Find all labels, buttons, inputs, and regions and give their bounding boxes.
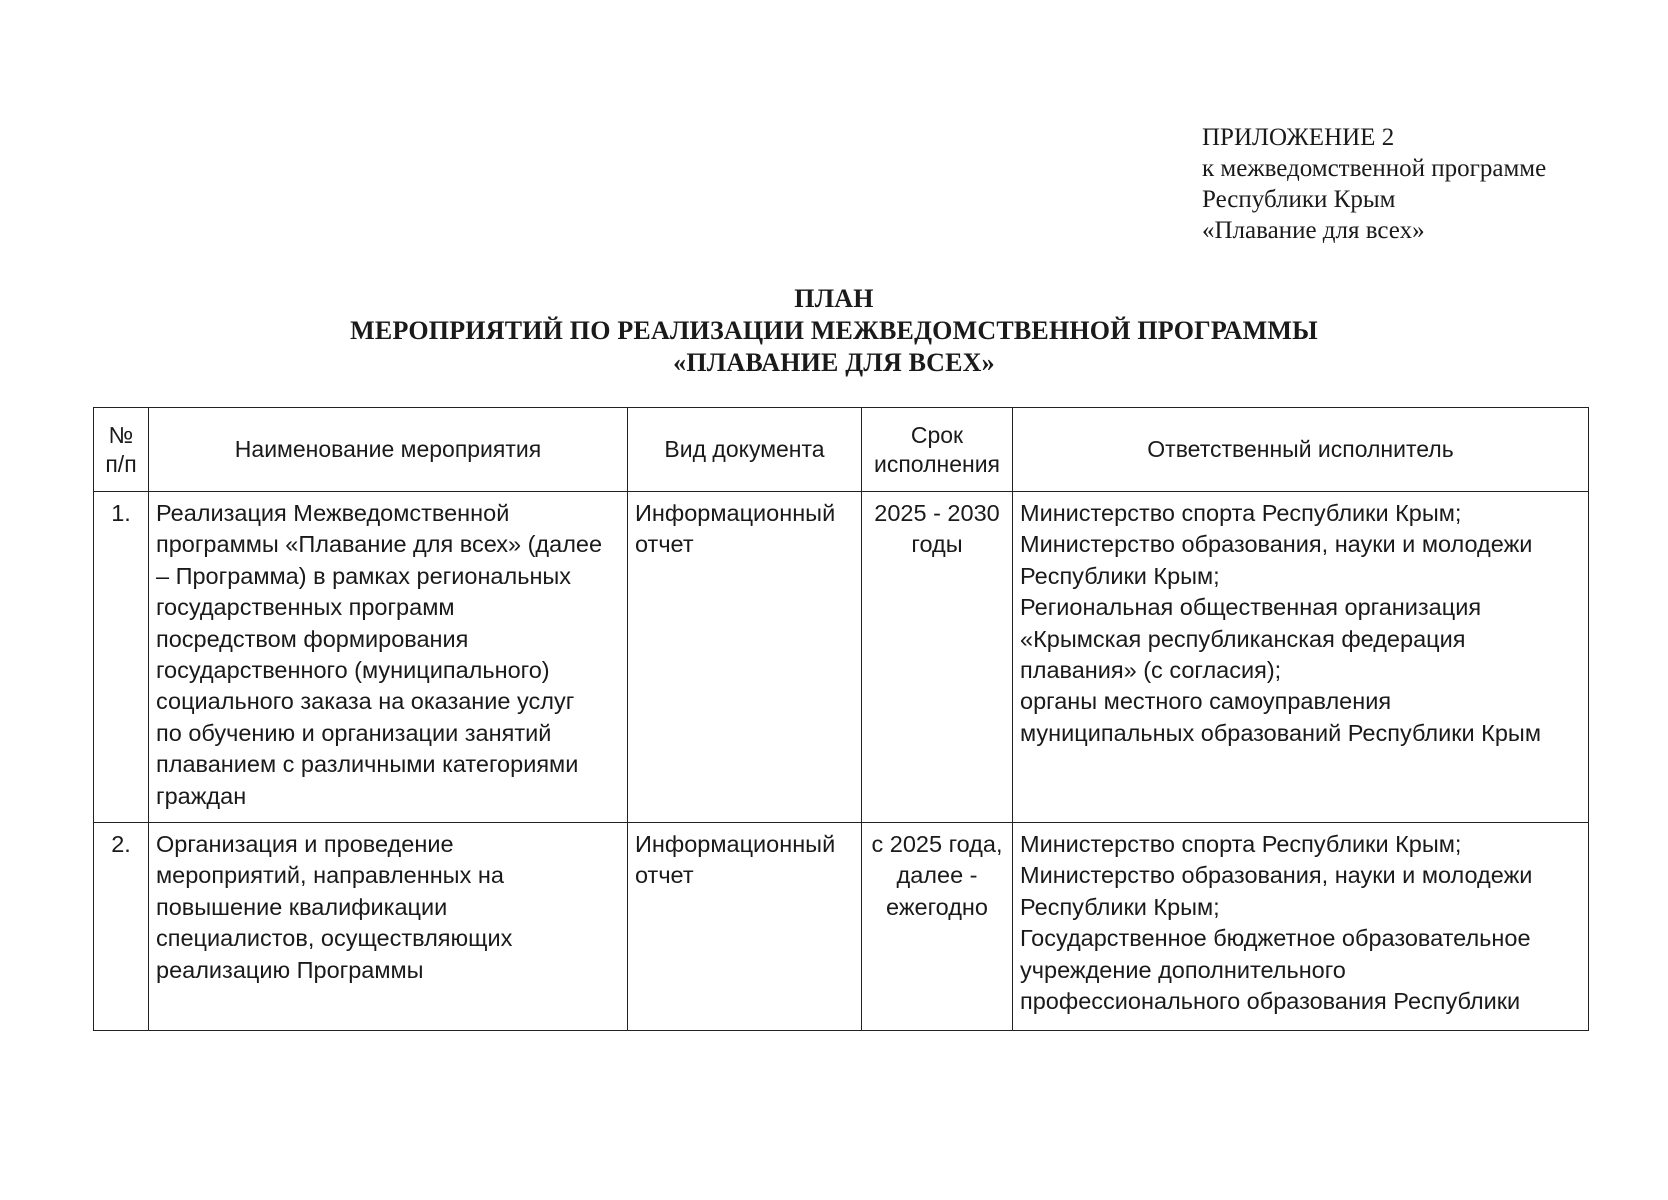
text-line: Организация и проведение (156, 831, 454, 857)
row-term (862, 492, 1013, 823)
text-line: Министерство образования, науки и молодежи (1020, 862, 1533, 889)
text-line: плаванием с различными категориями (156, 751, 579, 778)
text-line: специалистов, осуществляющих (156, 925, 513, 952)
text-line: органы местного самоуправления (1020, 688, 1392, 715)
appendix-line: к межведомственной программе (1202, 155, 1547, 182)
text-line: 2025 - 2030 (874, 500, 1000, 526)
row-doc-type (628, 823, 862, 1031)
text-line: социального заказа на оказание услуг (156, 688, 575, 715)
text-line: Информационный (635, 831, 836, 857)
text-line: профессионального образования Республики (1020, 988, 1521, 1015)
text-line: Информационный (635, 500, 836, 526)
row-responsible (1013, 823, 1589, 1031)
title-line: МЕРОПРИЯТИЙ ПО РЕАЛИЗАЦИИ МЕЖВЕДОМСТВЕННОЙ ПРОГРАММЫ (350, 316, 1318, 345)
text-line: далее - (896, 862, 978, 889)
header-num-line: п/п (105, 450, 137, 477)
text-line: отчет (635, 862, 694, 889)
text-line: плавания» (с согласия); (1020, 657, 1282, 684)
header-term (862, 408, 1013, 492)
text-line: ежегодно (886, 893, 988, 920)
text-line: посредством формирования (156, 625, 469, 652)
text-line: муниципальных образований Республики Крым (1020, 719, 1541, 746)
table-row (94, 823, 1589, 1031)
text-line: – Программа) в рамках региональных (156, 562, 572, 589)
title-line: ПЛАН (794, 284, 874, 313)
text-line: Министерство образования, науки и молодежи (1020, 531, 1533, 558)
text-line: Государственное бюджетное образовательное (1020, 925, 1531, 952)
text-line: реализацию Программы (156, 956, 424, 983)
text-line: государственных программ (156, 594, 455, 621)
text-line: отчет (635, 531, 694, 558)
text-line: Министерство спорта Республики Крым; (1020, 831, 1462, 857)
row-responsible (1013, 492, 1589, 823)
header-doc-type: Вид документа (628, 408, 862, 492)
table-row (94, 492, 1589, 823)
appendix-line: Республики Крым (1202, 186, 1396, 213)
header-responsible: Ответственный исполнитель (1013, 408, 1589, 492)
text-line: Республики Крым; (1020, 562, 1220, 589)
header-num-line: № (108, 421, 134, 448)
title-line: «ПЛАВАНИЕ ДЛЯ ВСЕХ» (673, 348, 995, 377)
plan-table (93, 407, 1589, 1031)
appendix-line: ПРИЛОЖЕНИЕ 2 (1202, 124, 1395, 151)
row-number: 2. (94, 823, 149, 1031)
appendix-block (1202, 122, 1546, 246)
document-title (0, 283, 1668, 379)
text-line: государственного (муниципального) (156, 657, 550, 684)
header-term-line: Срок (910, 421, 964, 448)
header-term-line: исполнения (873, 450, 1000, 477)
text-line: учреждение дополнительного (1020, 956, 1346, 983)
appendix-line: «Плавание для всех» (1202, 217, 1425, 244)
text-line: повышение квалификации (156, 893, 448, 920)
row-doc-type (628, 492, 862, 823)
text-line: мероприятий, направленных на (156, 862, 504, 889)
text-line: Реализация Межведомственной (156, 500, 510, 526)
header-num (94, 408, 149, 492)
text-line: программы «Плавание для всех» (далее (156, 531, 603, 558)
text-line: Региональная общественная организация (1020, 594, 1482, 621)
text-line: по обучению и организации занятий (156, 719, 552, 746)
text-line: с 2025 года, (871, 831, 1003, 857)
row-event-name (149, 823, 628, 1031)
header-name: Наименование мероприятия (149, 408, 628, 492)
row-event-name (149, 492, 628, 823)
row-term (862, 823, 1013, 1031)
text-line: Министерство спорта Республики Крым; (1020, 500, 1462, 526)
text-line: «Крымская республиканская федерация (1020, 625, 1466, 652)
text-line: Республики Крым; (1020, 893, 1220, 920)
text-line: граждан (156, 782, 247, 809)
table-header-row (94, 408, 1589, 492)
text-line: годы (911, 531, 963, 558)
row-number: 1. (94, 492, 149, 823)
